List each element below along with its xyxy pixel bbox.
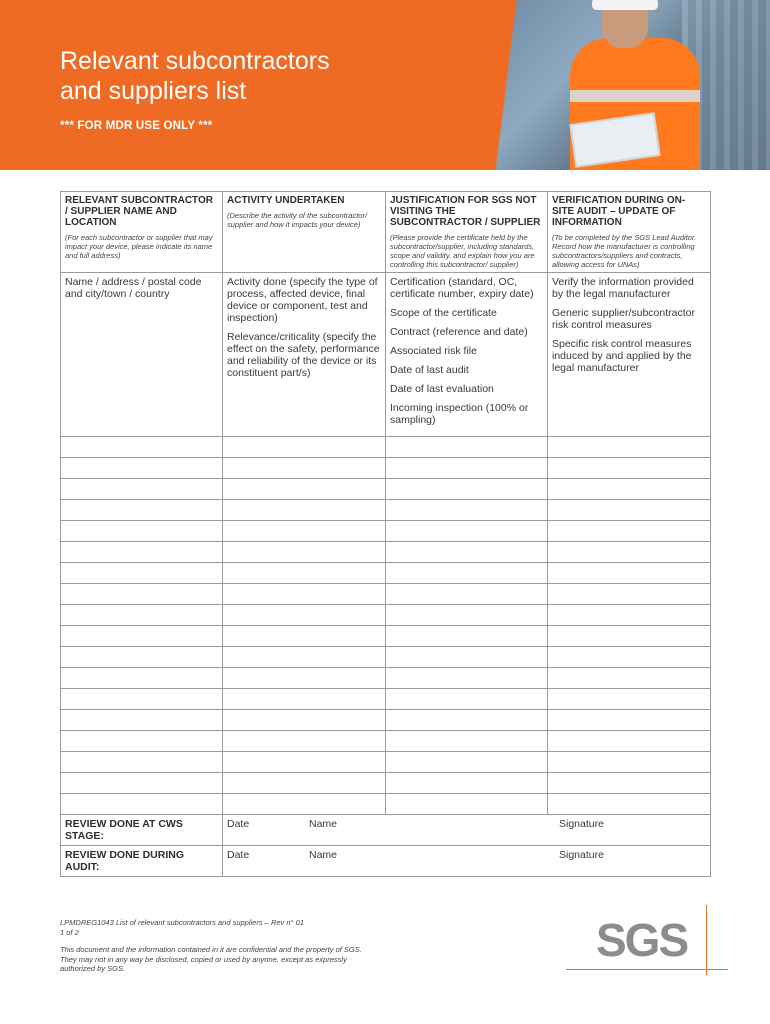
hint-cell-activity[interactable] — [223, 273, 386, 437]
table-cell[interactable] — [223, 437, 386, 458]
page-title — [60, 46, 460, 106]
table-cell[interactable] — [548, 689, 711, 710]
footer-page: 1 of 2 — [60, 927, 79, 937]
hint-text: Activity done (specify the type of process, affected device, final device or component, test and inspection) — [227, 276, 378, 324]
table-cell[interactable] — [61, 458, 223, 479]
table-cell[interactable] — [386, 626, 548, 647]
table-cell[interactable] — [386, 605, 548, 626]
table-cell[interactable] — [223, 794, 386, 815]
table-cell[interactable] — [223, 458, 386, 479]
table-cell[interactable] — [386, 752, 548, 773]
table-cell[interactable] — [223, 689, 386, 710]
table-row — [61, 542, 711, 563]
hint-cell-justification[interactable] — [386, 273, 548, 437]
table-row — [61, 479, 711, 500]
table-cell[interactable] — [548, 605, 711, 626]
hint-text: Incoming inspection (100% or sampling) — [390, 402, 529, 426]
table-row — [61, 584, 711, 605]
table-cell[interactable] — [386, 584, 548, 605]
table-cell[interactable] — [223, 542, 386, 563]
review-name-label: Name — [309, 849, 338, 861]
table-cell[interactable] — [386, 731, 548, 752]
table-row — [61, 773, 711, 794]
review-signature-label: Signature — [559, 849, 604, 861]
table-cell[interactable] — [386, 773, 548, 794]
title-line-1: Relevant subcontractors — [60, 47, 330, 75]
table-cell[interactable] — [386, 668, 548, 689]
table-cell[interactable] — [548, 437, 711, 458]
hint-text: Generic supplier/subcontractor risk control measures — [552, 307, 695, 331]
column-header-verification: VERIFICATION DURING ON-SITE AUDIT – UPDATE OF INFORMATION (To be completed by the SGS Lead Auditor. Record how the manufacturer is controlling subcontractors/suppliers and contracts, allowing access for UNAs) — [548, 192, 711, 273]
table-cell[interactable] — [548, 500, 711, 521]
table-cell[interactable] — [61, 437, 223, 458]
table-cell[interactable] — [548, 710, 711, 731]
table-hint-row — [61, 273, 711, 437]
table-cell[interactable] — [386, 689, 548, 710]
table-cell[interactable] — [548, 521, 711, 542]
review-signature-label: Signature — [559, 818, 604, 830]
table-row — [61, 563, 711, 584]
subcontractor-table — [60, 191, 711, 877]
table-cell[interactable] — [61, 563, 223, 584]
column-header-justification: JUSTIFICATION FOR SGS NOT VISITING THE SUBCONTRACTOR / SUPPLIER (Please provide the certificate held by the subcontractor/supplier, including standards, scope and validity, and explain how you are controlling this subcontractor/ supplier) — [386, 192, 548, 273]
column-header-activity: ACTIVITY UNDERTAKEN (Describe the activity of the subcontractor/ supplier and how it impacts your device) — [223, 192, 386, 273]
table-row — [61, 437, 711, 458]
table-cell[interactable] — [223, 500, 386, 521]
table-row — [61, 458, 711, 479]
title-line-2: and suppliers list — [60, 77, 247, 105]
header-photo-worker — [482, 0, 770, 170]
table-cell[interactable] — [61, 626, 223, 647]
table-cell[interactable] — [548, 731, 711, 752]
table-cell[interactable] — [223, 668, 386, 689]
review-date-label: Date — [227, 818, 250, 830]
table-cell[interactable] — [223, 647, 386, 668]
table-cell[interactable] — [61, 668, 223, 689]
table-cell[interactable] — [61, 794, 223, 815]
hint-text: Scope of the certificate — [390, 307, 497, 319]
table-cell[interactable] — [548, 668, 711, 689]
hint-text: Relevance/criticality (specify the effect on the safety, performance and reliability of the device or its constituent part/s) — [227, 331, 380, 379]
review-name-label: Name — [309, 818, 338, 830]
table-cell[interactable] — [223, 752, 386, 773]
hint-text: Associated risk file — [390, 345, 477, 357]
table-cell[interactable] — [548, 794, 711, 815]
table-cell[interactable] — [386, 647, 548, 668]
table-cell[interactable] — [548, 458, 711, 479]
table-cell[interactable] — [223, 584, 386, 605]
hint-text: Date of last evaluation — [390, 383, 494, 395]
table-cell[interactable] — [386, 710, 548, 731]
table-cell[interactable] — [548, 626, 711, 647]
table-cell[interactable] — [61, 542, 223, 563]
table-cell[interactable] — [223, 605, 386, 626]
table-cell[interactable] — [223, 563, 386, 584]
table-cell[interactable] — [61, 500, 223, 521]
footer-doc-ref: LPMDREG1043 List of relevant subcontractors and suppliers – Rev n° 01 — [60, 918, 304, 927]
table-cell[interactable] — [61, 605, 223, 626]
table-cell[interactable] — [548, 479, 711, 500]
hint-text: Date of last audit — [390, 364, 469, 376]
table-cell[interactable] — [223, 626, 386, 647]
table-cell[interactable] — [386, 521, 548, 542]
table-cell[interactable] — [223, 731, 386, 752]
table-cell[interactable] — [386, 794, 548, 815]
table-row — [61, 668, 711, 689]
table-cell[interactable] — [548, 584, 711, 605]
table-cell[interactable] — [61, 731, 223, 752]
footer-confidential: This document and the information contained in it are confidential and the property of SGS. They may not in any way be disclosed, copied or used by anyone, except as expressly authorized by SGS. — [60, 945, 362, 973]
page-subtitle: *** FOR MDR USE ONLY *** — [60, 120, 213, 132]
table-cell[interactable] — [386, 542, 548, 563]
table-cell[interactable] — [223, 773, 386, 794]
table-cell[interactable] — [548, 563, 711, 584]
hint-text: Verify the information provided by the legal manufacturer — [552, 276, 694, 300]
hint-text: Name / address / postal code and city/town / country — [65, 276, 202, 300]
footer — [60, 918, 380, 982]
table-cell[interactable] — [386, 500, 548, 521]
header-banner — [0, 0, 770, 170]
table-cell[interactable] — [61, 710, 223, 731]
table-cell[interactable] — [223, 521, 386, 542]
hint-text: Specific risk control measures induced by and applied by the legal manufacturer — [552, 338, 692, 374]
table-row — [61, 605, 711, 626]
review-fields-cws[interactable] — [223, 815, 711, 846]
sgs-logo-text: SGS — [596, 914, 688, 966]
hint-cell-name[interactable] — [61, 273, 223, 437]
table-row — [61, 794, 711, 815]
table-row — [61, 689, 711, 710]
table-row — [61, 500, 711, 521]
table-row — [61, 710, 711, 731]
sgs-logo — [566, 905, 728, 975]
review-row-cws — [61, 815, 711, 846]
hint-cell-verification[interactable] — [548, 273, 711, 437]
review-label-audit: REVIEW DONE DURING AUDIT: — [61, 846, 223, 877]
table-row — [61, 521, 711, 542]
table-cell[interactable] — [61, 647, 223, 668]
table-row — [61, 752, 711, 773]
table-cell[interactable] — [386, 563, 548, 584]
table-cell[interactable] — [548, 752, 711, 773]
table-cell[interactable] — [548, 773, 711, 794]
blank-rows — [61, 437, 711, 815]
table-cell[interactable] — [548, 647, 711, 668]
table-header-row — [61, 192, 711, 273]
review-row-audit — [61, 846, 711, 877]
table-cell[interactable] — [61, 689, 223, 710]
table-cell[interactable] — [386, 437, 548, 458]
table-cell[interactable] — [61, 521, 223, 542]
review-fields-audit[interactable] — [223, 846, 711, 877]
table-cell[interactable] — [548, 542, 711, 563]
column-header-name: RELEVANT SUBCONTRACTOR / SUPPLIER NAME AND LOCATION (For each subcontractor or supplier that may impact your device, please indicate its name and full address) — [61, 192, 223, 273]
table-row — [61, 626, 711, 647]
table-cell[interactable] — [386, 458, 548, 479]
table-cell[interactable] — [223, 710, 386, 731]
table-cell[interactable] — [386, 479, 548, 500]
review-label-cws: REVIEW DONE AT CWS STAGE: — [61, 815, 223, 846]
review-date-label: Date — [227, 849, 250, 861]
table-cell[interactable] — [223, 479, 386, 500]
table-cell[interactable] — [61, 773, 223, 794]
table-row — [61, 731, 711, 752]
table-cell[interactable] — [61, 752, 223, 773]
table-cell[interactable] — [61, 479, 223, 500]
hint-text: Certification (standard, OC, certificate number, expiry date) — [390, 276, 534, 300]
table-cell[interactable] — [61, 584, 223, 605]
hint-text: Contract (reference and date) — [390, 326, 528, 338]
table-row — [61, 647, 711, 668]
